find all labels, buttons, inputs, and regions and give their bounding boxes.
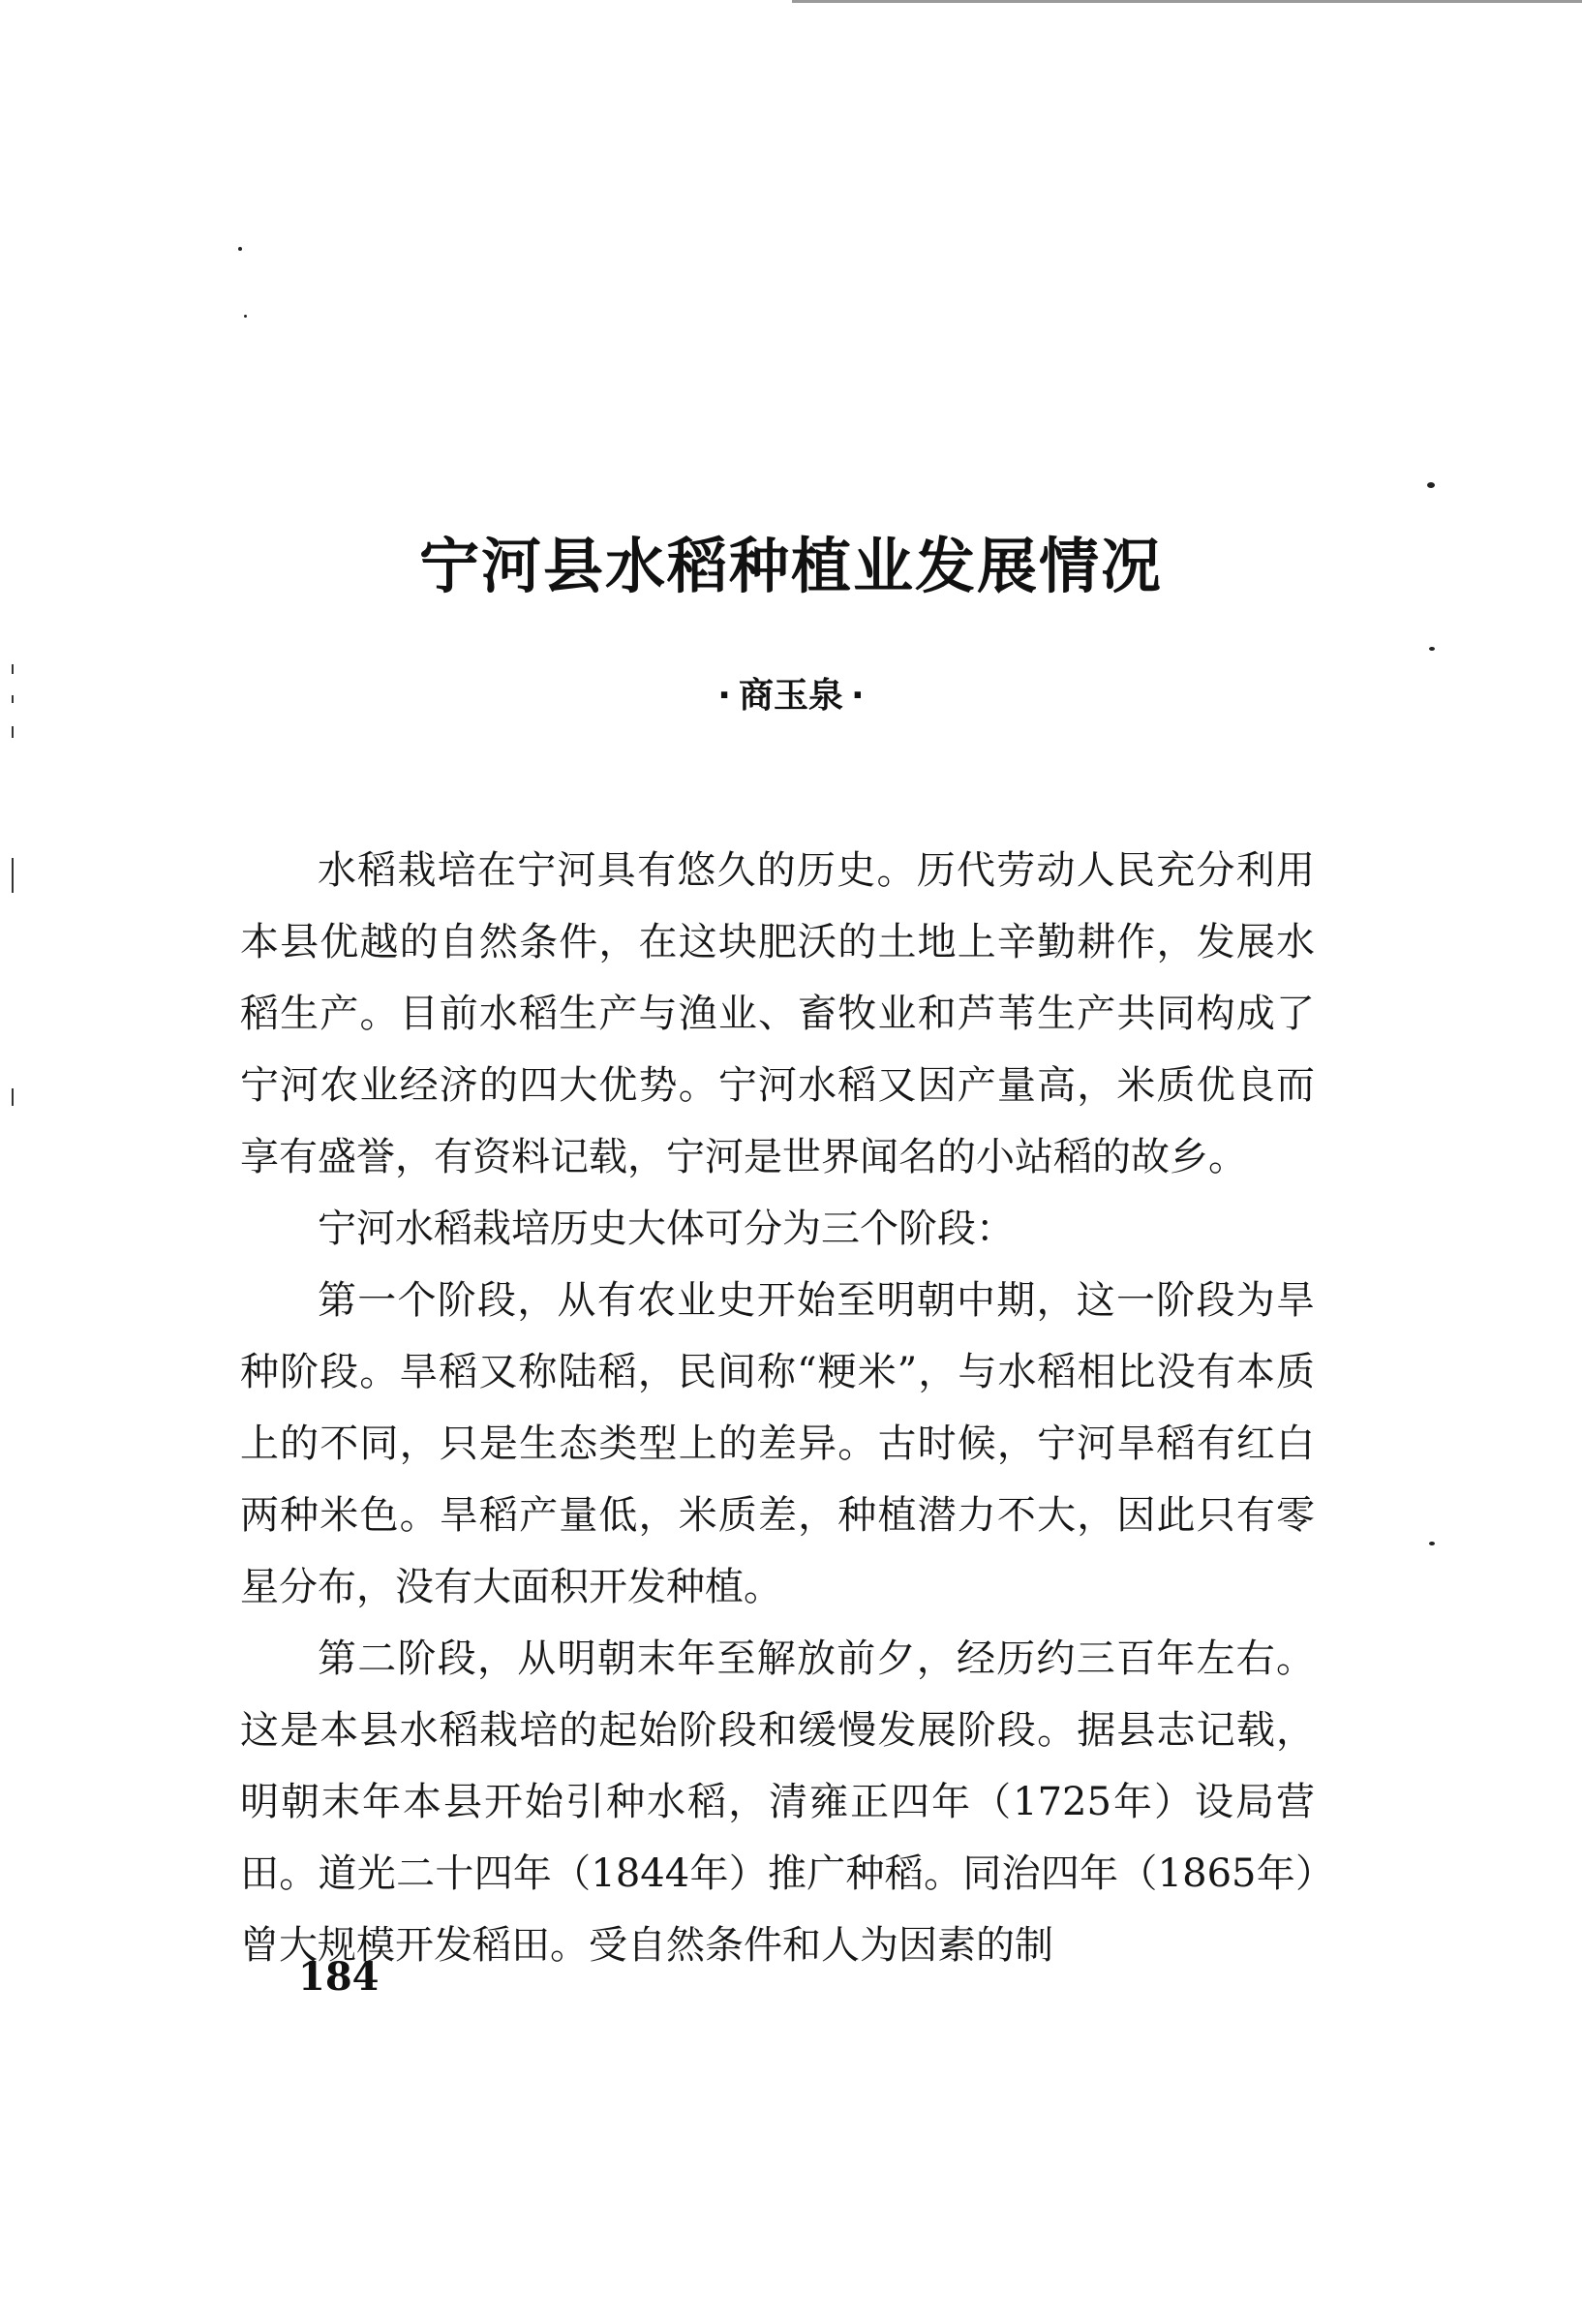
scan-edge-mark — [12, 858, 14, 893]
author-dot-right: · — [851, 676, 865, 716]
scan-speck — [1429, 1542, 1435, 1545]
scan-speck — [1429, 647, 1435, 651]
body-paragraph-3: 第一个阶段，从有农业史开始至明朝中期，这一阶段为旱种阶段。旱稻又称陆稻，民间称“粳米”，与水稻相比没有本质上的不同，只是生态类型上的差异。古时候，宁河旱稻有红白两种米色。旱稻产量低，米质差，种植潜力不大，因此只有零星分布，没有大面积开发种植。 — [240, 1278, 1315, 1609]
article-title: 宁河县水稻种植业发展情况 — [418, 531, 1163, 601]
body-paragraph-4: 第二阶段，从明朝末年至解放前夕，经历约三百年左右。这是本县水稻栽培的起始阶段和缓慢发展阶段。据县志记载，明朝末年本县开始引种水稻，清雍正四年（1725年）设局营田。道光二十四年（1844年）推广种稻。同治四年（1865年）曾大规模开发稻田。受自然条件和人为因素的制 — [240, 1636, 1315, 1968]
article-author-line — [0, 668, 1582, 718]
scan-speck — [1427, 482, 1435, 488]
scan-top-rule — [792, 0, 1582, 3]
article-body — [240, 835, 1315, 1981]
page-number: 184 — [298, 1954, 380, 2000]
scan-edge-mark — [12, 726, 14, 738]
body-paragraph-2: 宁河水稻栽培历史大体可分为三个阶段： — [318, 1207, 1015, 1251]
scan-speck — [238, 247, 242, 251]
article-author: 商玉泉 — [738, 676, 843, 716]
author-dot-left: · — [717, 676, 731, 716]
scan-edge-mark — [12, 1088, 14, 1106]
body-paragraph-1: 水稻栽培在宁河具有悠久的历史。历代劳动人民充分利用本县优越的自然条件，在这块肥沃的土地上辛勤耕作，发展水稻生产。目前水稻生产与渔业、畜牧业和芦苇生产共同构成了宁河农业经济的四大优势。宁河水稻又因产量高，米质优良而享有盛誉，有资料记载，宁河是世界闻名的小站稻的故乡。 — [240, 848, 1315, 1179]
scan-speck — [244, 315, 247, 318]
